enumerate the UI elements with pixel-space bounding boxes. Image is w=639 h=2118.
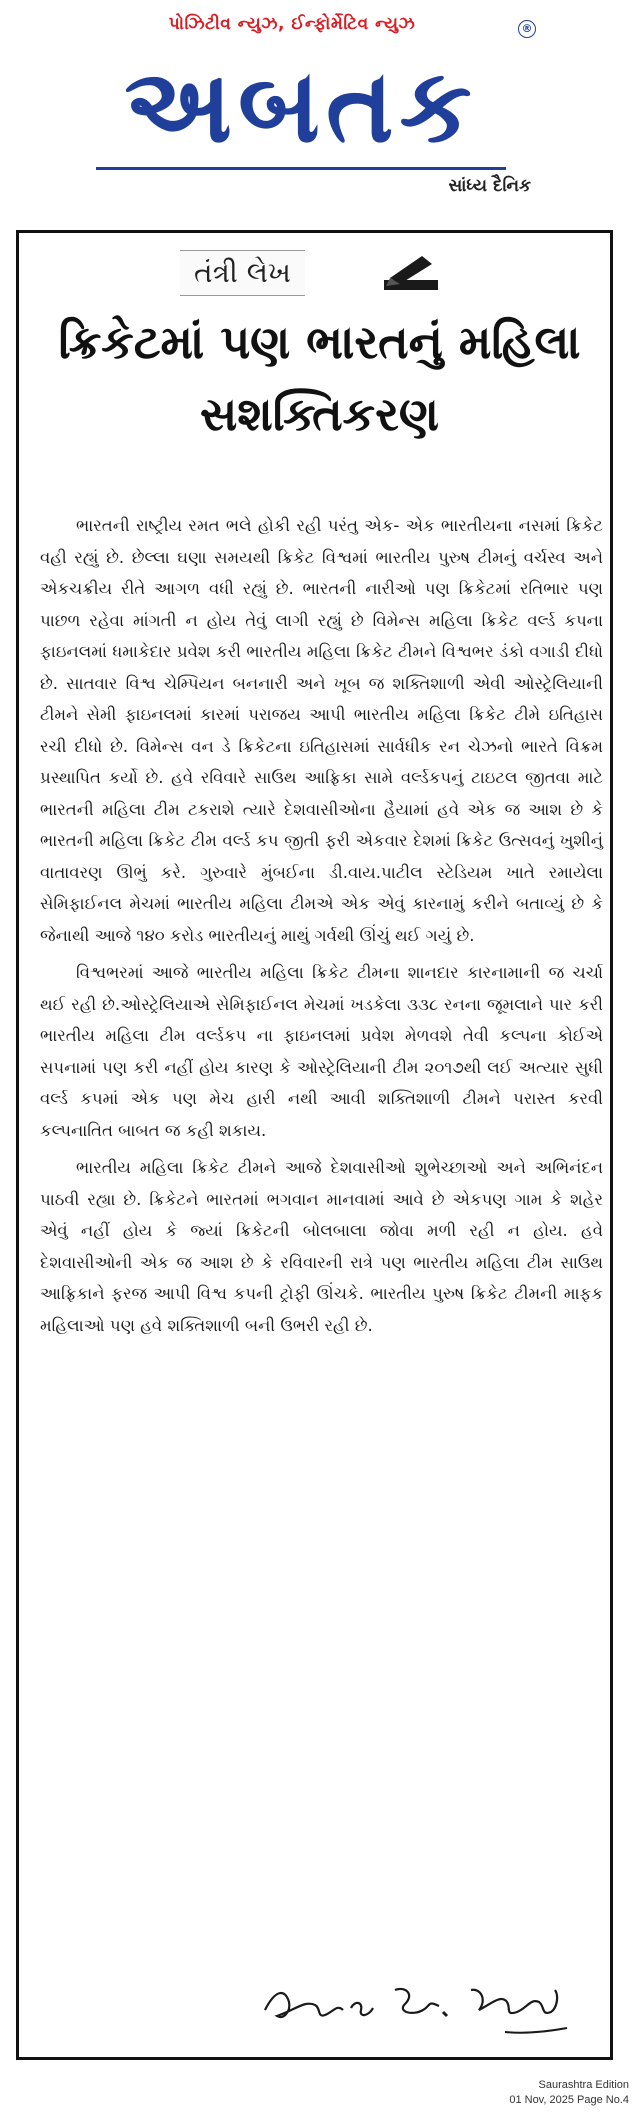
logo-underline — [96, 167, 506, 170]
masthead-subtitle: સાંધ્ય દૈનિક — [448, 176, 531, 196]
article-headline: ક્રિકેટમાં પણ ભારતનું મહિલા સશક્તિકરણ — [58, 315, 581, 441]
edition-label: Saurashtra Edition — [538, 2079, 629, 2091]
registered-mark: ® — [518, 20, 536, 38]
article-paragraph: ભારતીય મહિલા ક્રિકેટ ટીમને આજે દેશવાસીઓ શુભેચ્છાઓ અને અભિનંદન પાઠવી રહ્યા છે. ક્રિકેટને ભારતમાં ભગવાન માનવામાં આવે છે એકપણ ગામ કે શહેર એવું નહીં હોય કે જ્યાં ક્રિકેટની બોલબાલા જોવા મળી રહી ન હોય. હવે દેશવાસીઓની એક જ આશ છે કે રવિવારની રાત્રે પણ ભારતીય મહિલા ટીમ સાઉથ આફ્રિકાને ફરજ આપી વિશ્વ કપની ટ્રોફી ઊંચકે. ભારતીય પુરુષ ક્રિકેટ ટીમની માફક મહિલાઓ પણ હવે શક્તિશાળી બની ઉભરી રહી છે. — [40, 1158, 603, 1335]
page-footer — [509, 2078, 629, 2108]
masthead — [0, 0, 639, 210]
masthead-tagline: પોઝિટીવ ન્યુઝ, ઈન્ફોર્મેટિવ ન્યુઝ — [168, 14, 416, 34]
article-paragraph: ભારતની રાષ્ટ્રીય રમત ભલે હોકી રહી પરંતુ એક- એક ભારતીયના નસમાં ક્રિકેટ વહી રહ્યું છે. છેલ્લા ઘણા સમયથી ક્રિકેટ વિશ્વમાં ભારતીય પુરુષ ટીમનું વર્ચસ્વ અને એકચક્રીય રીતે આગળ વધી રહ્યું છે. ભારતની નારીઓ પણ ક્રિકેટમાં રતિભાર પણ પાછળ રહેવા માંગતી ન હોય તેવું લાગી રહ્યું છે વિમેન્સ મહિલા ક્રિકેટ વર્લ્ડ કપના ફાઇનલમાં ધમાકેદાર પ્રવેશ કરી ભારતીય મહિલા ક્રિકેટ ટીમને વિશ્વભર ડંકો વગાડી દીધો છે. સાતવાર વિશ્વ ચેમ્પિયન બનનારી અને ખૂબ જ શક્તિશાળી એવી ઓસ્ટ્રેલિયાની ટીમને સેમી ફાઇનલમાં કારમાં પરાજય આપી ભારતીય મહિલા ક્રિકેટ ટીમે ઇતિહાસ રચી દીધો છે. વિમેન્સ વન ડે ક્રિકેટના ઇતિહાસમાં સાર્વધીક રન ચેઝનો ભારતે વિક્રમ પ્રસ્થાપિત કર્યો છે. હવે રવિવારે સાઉથ આફ્રિકા સામે વર્લ્ડકપનું ટાઇટલ જીતવા માટે ભારતની મહિલા ટીમ ટકરાશે ત્યારે દેશવાસીઓના હૈયામાં હવે એક જ આશ છે કે ભારતની મહિલા ક્રિકેટ ટીમ વર્લ્ડ કપ જીતી ફરી એકવાર દેશમાં ક્રિકેટ ઉત્સવનું ખુશીનું વાતાવરણ ઊભું કરે. ગુરુવારે મુંબઈના ડી.વાય.પાટીલ સ્ટેડિયમ ખાતે રમાયેલા સેમિફાઈનલ મેચમાં ભારતીય મહિલા ટીમએ એક એવું કારનામું કરીને બતાવ્યું છે કે જેનાથી આજે ૧૪૦ કરોડ ભારતીયનું માથું ગર્વથી ઊંચું થઈ ગયું છે. — [40, 516, 603, 945]
date-page-label: 01 Nov, 2025 Page No.4 — [509, 2094, 629, 2106]
newspaper-logo: અબતક — [124, 47, 478, 166]
section-label: તંત્રી લેખ — [180, 250, 305, 296]
article-paragraph: વિશ્વભરમાં આજે ભારતીય મહિલા ક્રિકેટ ટીમના શાનદાર કારનામાની જ ચર્ચા થઈ રહી છે.ઓસ્ટ્રેલિયાએ સેમિફાઈનલ મેચમાં ખડકેલા ૩૩૮ રનના જૂમલાને પાર કરી ભારતીય મહિલા ટીમ વર્લ્ડકપ ના ફાઇનલમાં પ્રવેશ મેળવશે તેવી કલ્પના કોઈએ સપનામાં પણ કરી નહીં હોય કારણ કે ઓસ્ટ્રેલિયાની ટીમ ૨૦૧૭થી લઈ અત્યાર સુધી વર્લ્ડ કપમાં એક પણ મેચ હારી નથી આવી શક્તિશાળી ટીમને પરાસ્ત કરવી કલ્પનાતિત બાબત જ કહી શકાય. — [40, 963, 603, 1140]
article-body — [40, 510, 603, 1347]
pen-writing-icon — [382, 254, 440, 292]
editor-signature — [255, 1960, 575, 2050]
